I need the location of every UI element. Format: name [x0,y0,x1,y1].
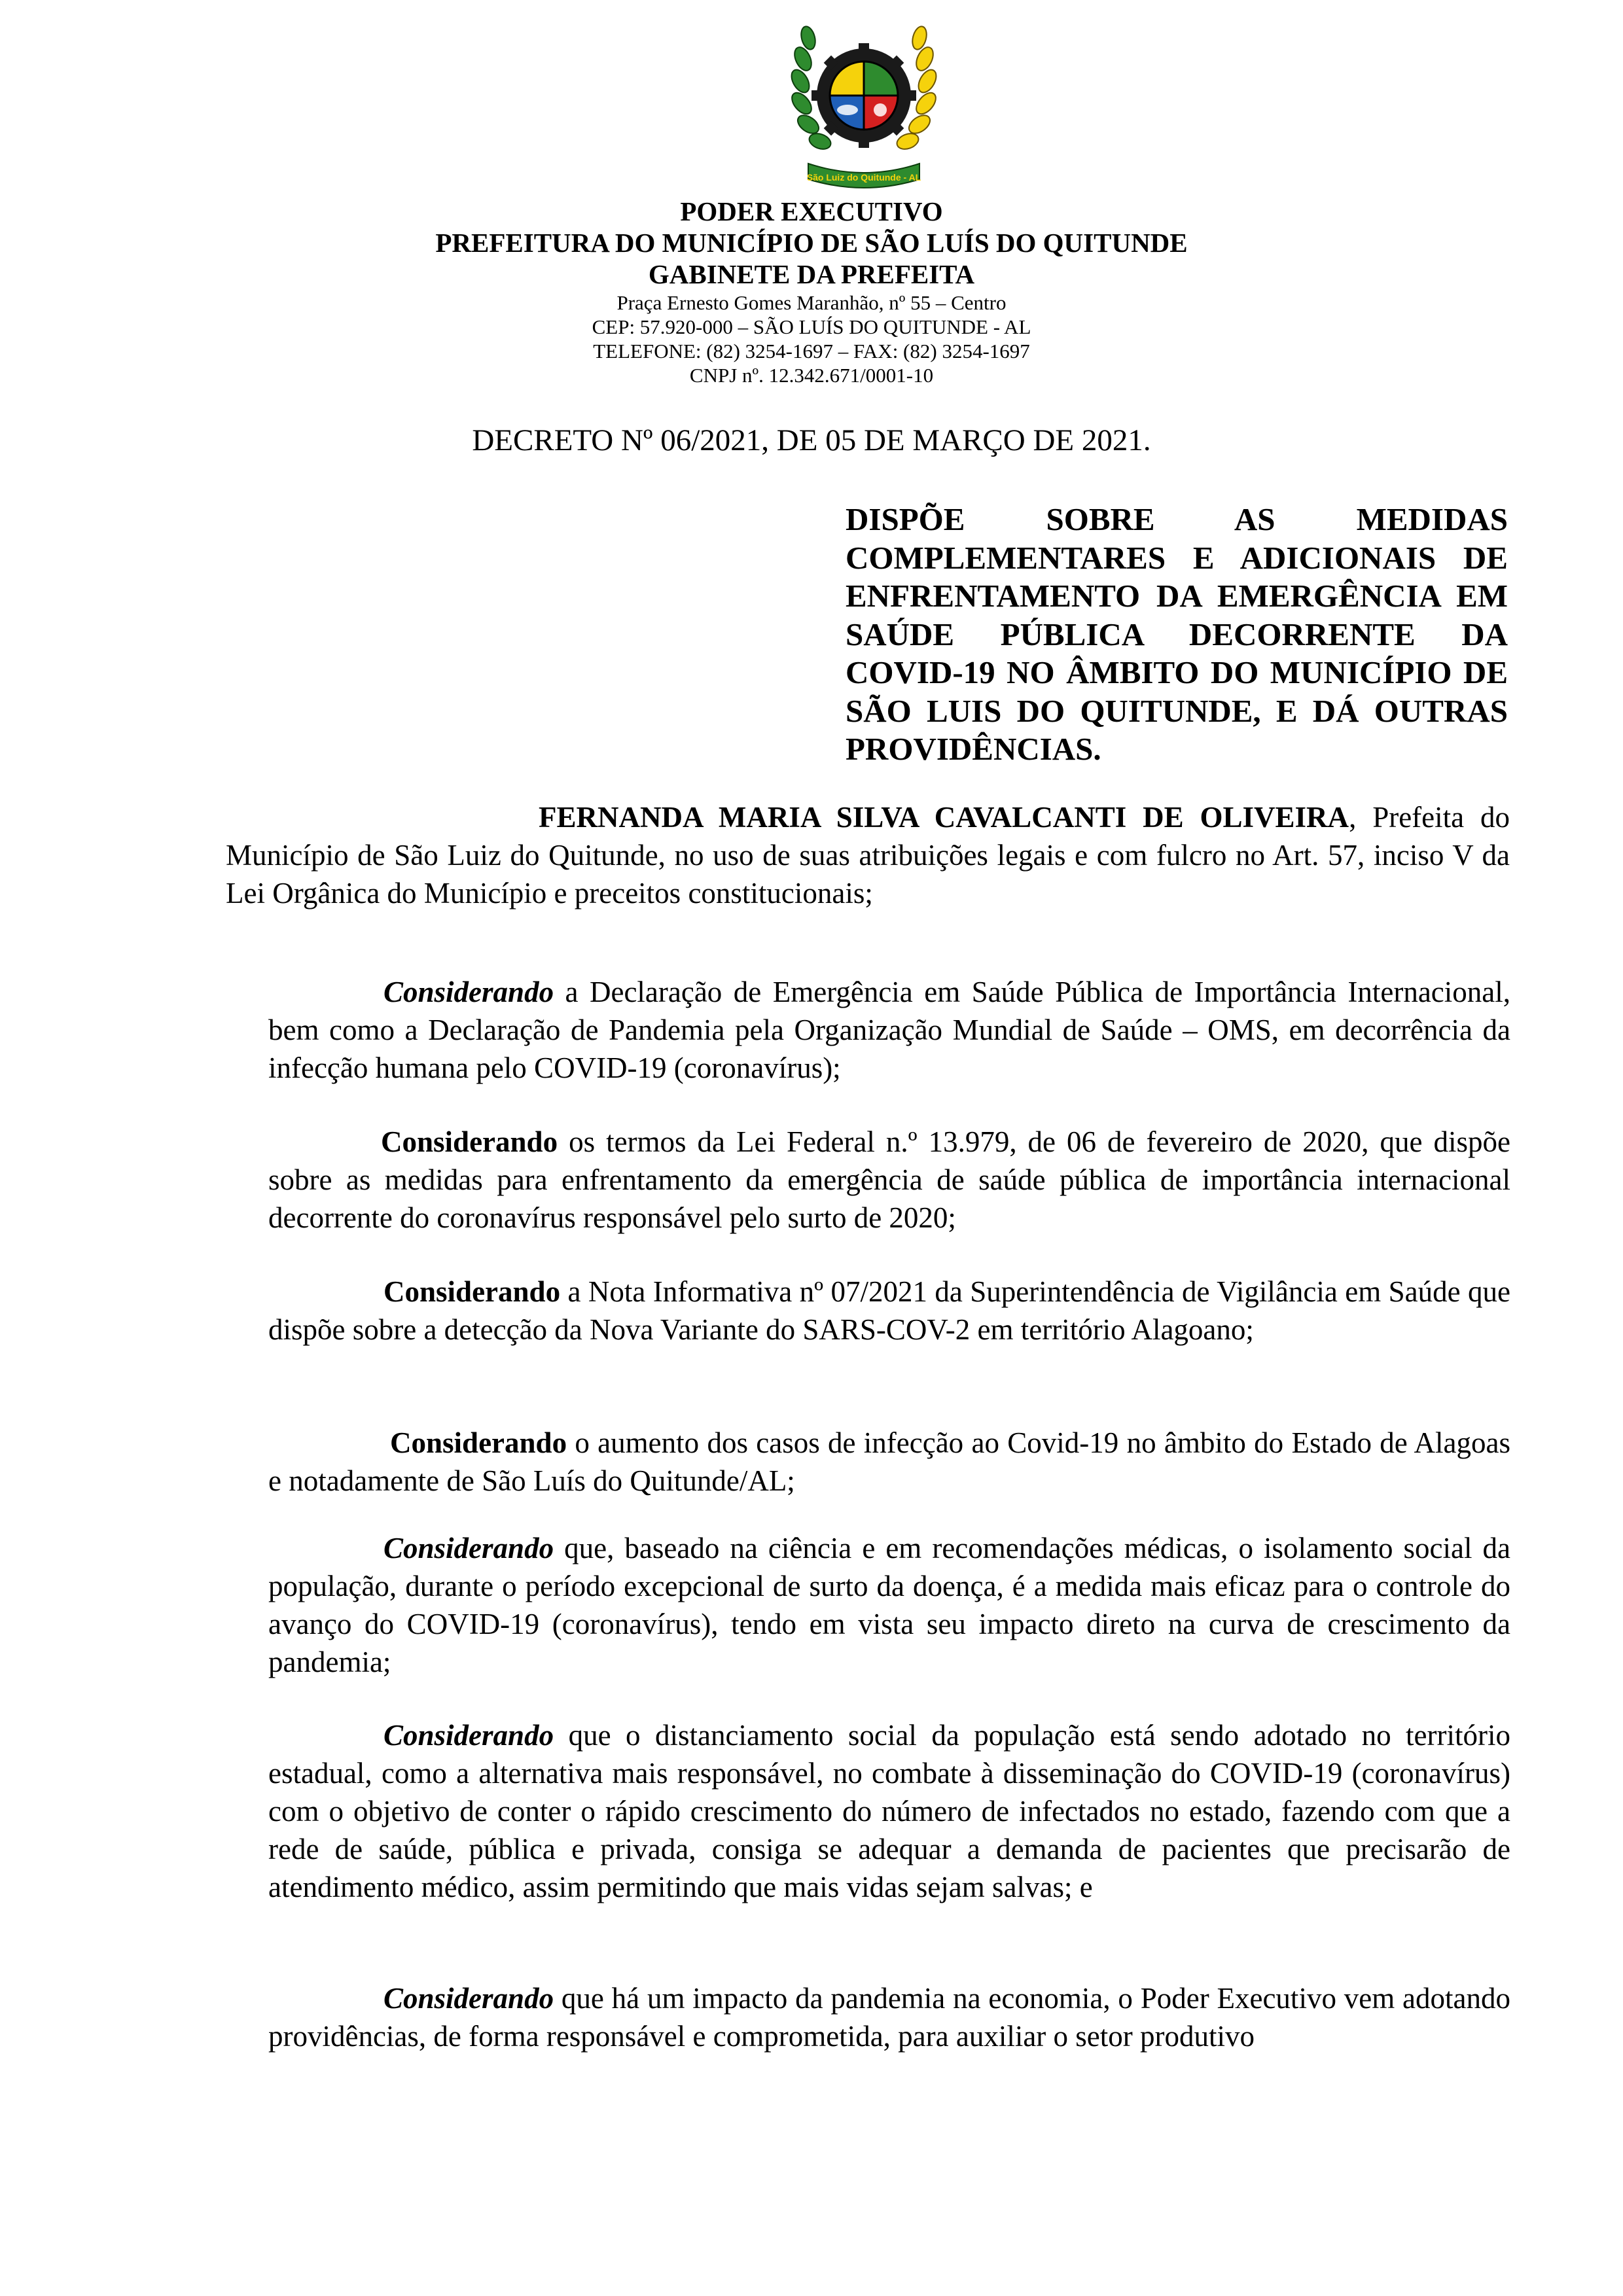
considerando-text: que há um impacto da pandemia na economia, o Poder Executivo vem adotando providências, de forma responsável e comprometida, para auxiliar o setor produtivo [268,1982,1510,2053]
considerando-lead: Considerando [383,1275,561,1308]
header-gabinete: GABINETE DA PREFEITA [648,259,975,289]
considerando-text: o aumento dos casos de infecção ao Covid-19 no âmbito do Estado de Alagoas e notadamente de São Luís do Quitunde/AL; [268,1426,1510,1497]
considerando-lead: Considerando [390,1426,567,1459]
considerando-text: a Declaração de Emergência em Saúde Pública de Importância Internacional, bem como a Declaração de Pandemia pela Organização Mundial de Saúde – OMS, em decorrência da infecção humana pelo COVID-19 (coronavírus); [268,976,1510,1084]
considerando-paragraph [268,1979,1510,2055]
considerando-paragraph [268,1424,1510,1500]
header-prefeitura: PREFEITURA DO MUNICÍPIO DE SÃO LUÍS DO QUITUNDE [435,228,1188,258]
considerando-paragraph [268,1716,1510,1906]
considerando-lead: Considerando [383,976,554,1008]
considerando-lead: Considerando [383,1532,554,1564]
header-poder-executivo: PODER EXECUTIVO [680,196,943,226]
considerando-paragraph [268,1529,1510,1681]
decree-title: DECRETO Nº 06/2021, DE 05 DE MARÇO DE 2021. [472,423,1151,457]
header-cep: CEP: 57.920-000 – SÃO LUÍS DO QUITUNDE - AL [592,315,1031,338]
considerando-paragraph [268,1123,1510,1237]
municipal-coat-of-arms-logo [782,18,946,195]
mayor-name: FERNANDA MARIA SILVA CAVALCANTI DE OLIVEIRA [539,801,1349,834]
preamble-paragraph [226,798,1510,912]
decree-ementa: DISPÕE SOBRE AS MEDIDAS COMPLEMENTARES E ADICIONAIS DE ENFRENTAMENTO DA EMERGÊNCIA EM SAÚDE PÚBLICA DECORRENTE DA COVID-19 NO ÂMBITO DO MUNICÍPIO DE SÃO LUIS DO QUITUNDE, E DÁ OUTRAS PROVIDÊNCIAS. [846,501,1508,767]
considerando-text: que, baseado na ciência e em recomendações médicas, o isolamento social da população, durante o período excepcional de surto da doença, é a medida mais eficaz para o controle do avanço do COVID-19 (coronavírus), tendo em vista seu impacto direto na curva de crescimento da pandemia; [268,1532,1510,1678]
considerando-lead: Considerando [383,1982,554,2015]
header-phone: TELEFONE: (82) 3254-1697 – FAX: (82) 3254-1697 [593,340,1030,362]
considerando-text: que o distanciamento social da população está sendo adotado no território estadual, como a alternativa mais responsável, no combate à disseminação do COVID-19 (coronavírus) com o objetivo de conter o rápido crescimento do número de infectados no estado, fazendo com que a rede de saúde, pública e privada, consiga se adequar a demanda de pacientes que precisarão de atendimento médico, assim permitindo que mais vidas sejam salvas; e [268,1719,1510,1903]
considerando-paragraph [268,973,1510,1087]
considerando-text: os termos da Lei Federal n.º 13.979, de 06 de fevereiro de 2020, que dispõe sobre as medidas para enfrentamento da emergência de saúde pública de importância internacional decorrente do coronavírus responsável pelo surto de 2020; [268,1125,1510,1234]
emblem-caption: São Luiz do Quitunde - AL [806,172,921,183]
header-cnpj: CNPJ nº. 12.342.671/0001-10 [689,364,934,387]
considerando-paragraph [268,1273,1510,1349]
header-address: Praça Ernesto Gomes Maranhão, nº 55 – Centro [616,291,1007,314]
considerando-text: a Nota Informativa nº 07/2021 da Superintendência de Vigilância em Saúde que dispõe sobre a detecção da Nova Variante do SARS-COV-2 em território Alagoano; [268,1275,1510,1346]
considerando-lead: Considerando [381,1125,558,1158]
preamble-text: , Prefeita do Município de São Luiz do Quitunde, no uso de suas atribuições legais e com fulcro no Art. 57, inciso V da Lei Orgânica do Município e preceitos constitucionais; [226,801,1510,910]
considerando-lead: Considerando [383,1719,554,1752]
